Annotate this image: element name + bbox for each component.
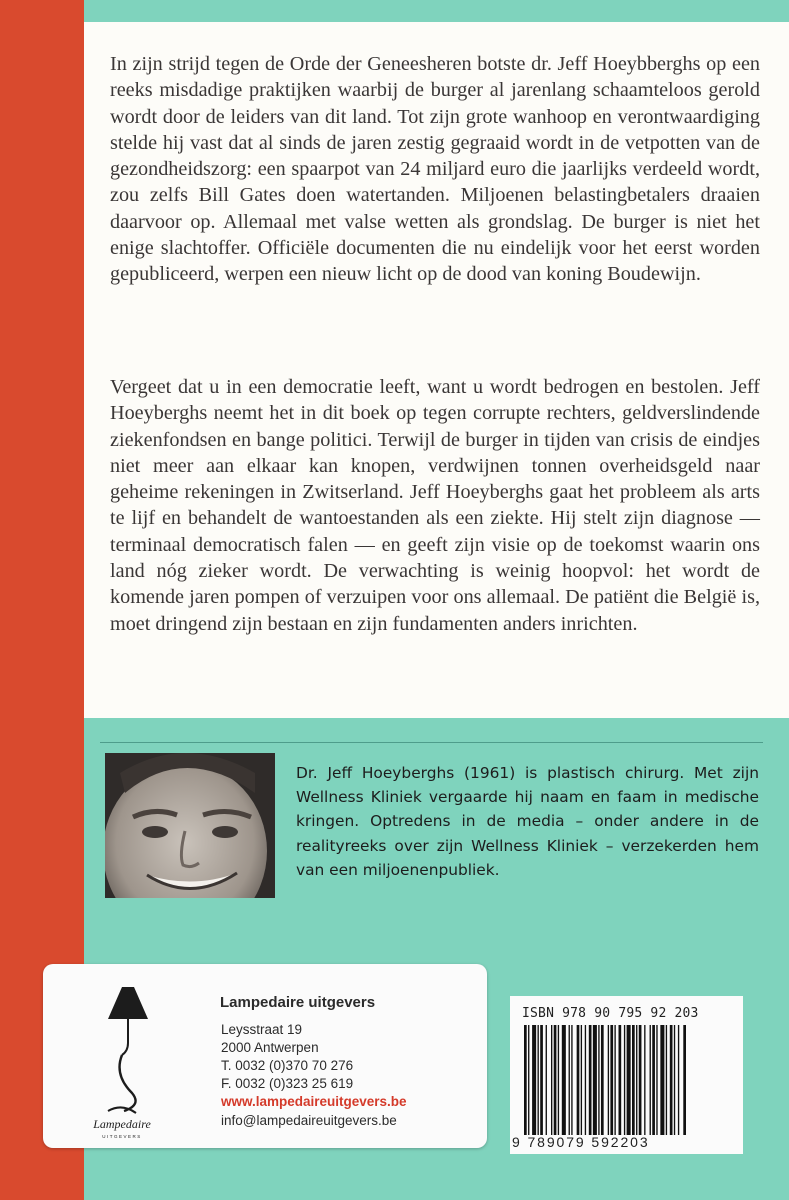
description-paragraph-2: Vergeet dat u in een democratie leeft, want u wordt bedrogen en bestolen. Jeff Hoeyberghs neemt het in dit boek op tegen corrupte rechters, geldverslindende ziekenfondsen en bange politici. Terwijl de burger in tijden van crisis de eindjes niet meer aan elkaar kan knopen, verdwijnen tonnen overheidsgeld naar geheime rekeningen in Zwitserland. Jeff Hoeyberghs gaat het probleem als arts te lijf en behandelt de wantoestanden als een ziekte. Hij stelt zijn diagnose — terminaal democratisch falen — en geeft zijn visie op de toekomst waarin ons land nóg zieker wordt. De verwachting is weinig hoopvol: het wordt de komende jaren pompen of verzuipen voor ons allemaal. De patiënt die België is, moet dringend zijn bestaan en zijn fundamenten anders inrichten. [110, 376, 760, 635]
ean-digits: 9 789079 592203 [512, 1134, 650, 1150]
logo-subtext: UITGEVERS [102, 1134, 142, 1139]
barcode-bar [678, 1025, 679, 1135]
description-paragraph-1: In zijn strijd tegen de Orde der Geneesheren botste dr. Jeff Hoeybberghs op een reeks misdadige praktijken waarbij de burger al jarenlang schaamteloos gerold wordt door de leiders van dit land. Tot zijn grote wanhoop en verontwaardiging stelde hij vast dat al sinds de jaren zestig gegraaid wordt in de vetpotten van de gezondheidszorg: een spaarpot van 24 miljard euro die jaarlijks verdeeld wordt, zou zelfs Bill Gates doen watertanden. Miljoenen belastingbetalers draaien daarvoor op. Allemaal met valse wetten als grondslag. De burger is niet het enige slachtoffer. Officiële documenten die nu eindelijk voor het eerst worden gepubliceerd, werpen een nieuw licht op de dood van koning Boudewijn. [110, 53, 760, 286]
publisher-fax: F. 0032 (0)323 25 619 [221, 1076, 354, 1091]
barcode-bar [540, 1025, 543, 1135]
barcode-bar [569, 1025, 570, 1135]
barcode-bar [593, 1025, 597, 1135]
teal-top-band [84, 0, 789, 22]
barcode-bar [532, 1025, 536, 1135]
author-photo [105, 753, 275, 898]
barcode-bar [683, 1025, 686, 1135]
barcode-bar [601, 1025, 604, 1135]
barcode-bar [551, 1025, 552, 1135]
section-divider [100, 742, 763, 743]
barcode-bar [619, 1025, 622, 1135]
barcode-bar [571, 1025, 572, 1135]
publisher-email-link[interactable]: info@lampedaireuitgevers.be [221, 1113, 397, 1128]
barcode-bar [674, 1025, 675, 1135]
barcode-bar [546, 1025, 547, 1135]
barcode-bar [585, 1025, 586, 1135]
barcode-bar [660, 1025, 664, 1135]
publisher-city: 2000 Antwerpen [221, 1040, 319, 1055]
barcode-bar [614, 1025, 615, 1135]
barcode-bar [666, 1025, 667, 1135]
barcode-bar [524, 1025, 527, 1135]
barcode-bar [562, 1025, 566, 1135]
barcode-bar [670, 1025, 673, 1135]
isbn-label: ISBN 978 90 795 92 203 [522, 1006, 699, 1021]
barcode-bar [589, 1025, 592, 1135]
barcode-bar [598, 1025, 599, 1135]
barcode-bar [636, 1025, 637, 1135]
barcode-bar [627, 1025, 631, 1135]
barcode-bar [624, 1025, 625, 1135]
barcode-bar [632, 1025, 635, 1135]
publisher-website-link[interactable]: www.lampedaireuitgevers.be [221, 1094, 407, 1109]
logo-wordmark: Lampedaire [93, 1117, 151, 1131]
barcode-bar [652, 1025, 655, 1135]
barcode-bar [650, 1025, 651, 1135]
author-portrait-image [105, 753, 275, 898]
barcode-bar [528, 1025, 529, 1135]
lamp-logo-icon [52, 985, 192, 1141]
author-bio: Dr. Jeff Hoeyberghs (1961) is plastisch chirurg. Met zijn Wellness Kliniek vergaarde hij naam en faam in medische kringen. Optredens in de media – onder andere in de realityreeks over zijn Wellness Kliniek – verzekerden hem van een miljoenenpubliek. [296, 764, 759, 879]
barcode-bar [558, 1025, 559, 1135]
barcode-bar [656, 1025, 657, 1135]
barcode-bar [639, 1025, 642, 1135]
publisher-phone: T. 0032 (0)370 70 276 [221, 1058, 354, 1073]
barcode-bar [577, 1025, 580, 1135]
publisher-street: Leysstraat 19 [221, 1022, 303, 1037]
barcode-bar [554, 1025, 557, 1135]
barcode-bar [644, 1025, 645, 1135]
publisher-name: Lampedaire uitgevers [220, 994, 376, 1011]
barcode-icon [524, 1025, 734, 1135]
barcode-bar [608, 1025, 609, 1135]
barcode-bar [538, 1025, 539, 1135]
barcode-bar [610, 1025, 613, 1135]
barcode-bar [581, 1025, 582, 1135]
